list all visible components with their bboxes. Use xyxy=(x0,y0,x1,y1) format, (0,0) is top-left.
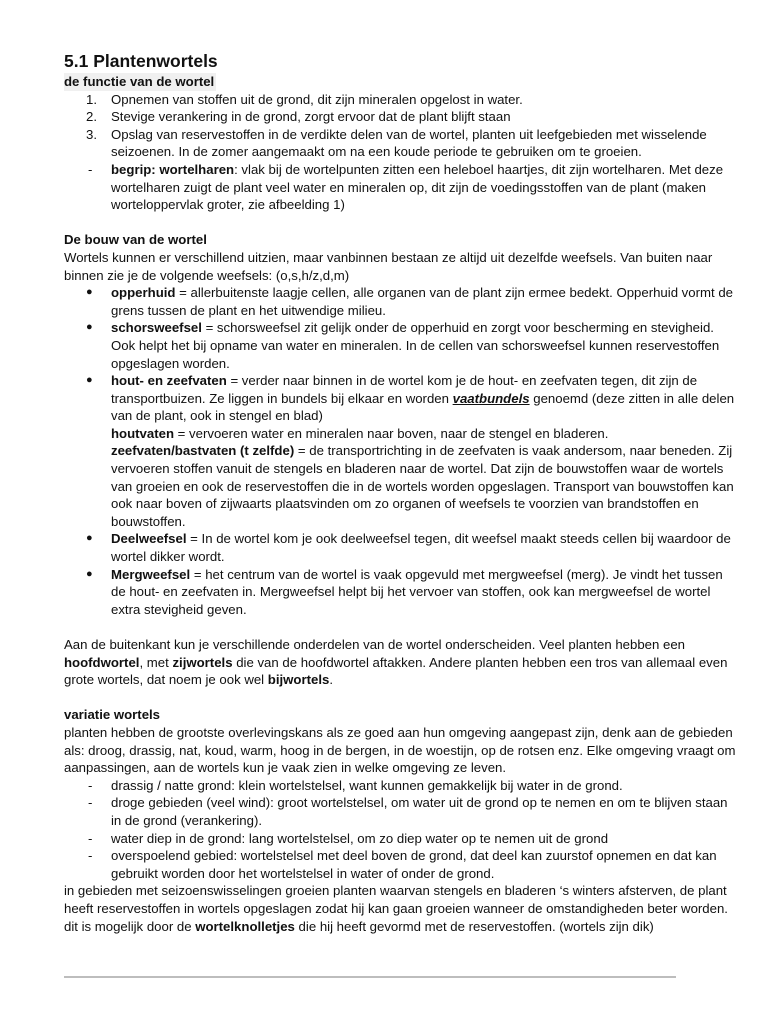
list-item-mergweefsel: ● Mergweefsel = het centrum van de wortel is vaak opgevuld met mergweefsel (merg). Je vindt het tussen de hout- en zeefvaten in. Mergweefsel helpt bij het vervoer van stoffen, ook kan mergweefsel de wortel extra stevigheid geven. xyxy=(64,566,736,619)
document-page xyxy=(64,50,736,935)
list-item-schorsweefsel: ● schorsweefsel = schorsweefsel zit gelijk onder de opperhuid en zorgt voor bescherming en stevigheid. Ook helpt het bij opname van water en mineralen. In de cellen van schorsweefsel kunnen reservestoffen opgeslagen worden. xyxy=(64,319,736,372)
list-item: 3. Opslag van reservestoffen in de verdikte delen van de wortel, planten uit leefgebieden met wisselende seizoenen. In de zomer aangemaakt om na een koude periode te gebruiken om te groeien. xyxy=(86,126,707,160)
variatie-list xyxy=(64,777,736,883)
list-item: - water diep in de grond: lang wortelstelsel, om zo diep water op te nemen uit de grond xyxy=(64,830,736,848)
list-item: 2. Stevige verankering in de grond, zorgt ervoor dat de plant blijft staan xyxy=(86,109,511,125)
bouw-intro: Wortels kunnen er verschillend uitzien, maar vanbinnen bestaan ze altijd uit dezelfde weefsels. Van buiten naar binnen zie je de volgende weefsels: (o,s,h/z,d,m) xyxy=(64,249,713,283)
weefsels-list-2 xyxy=(64,530,736,618)
footer-divider xyxy=(64,976,676,978)
list-item-wortelharen: - begrip: wortelharen: vlak bij de wortelpunten zitten een heleboel haartjes, dit zijn wortelharen. Met deze wortelharen zuigt de plant veel water en mineralen op, dit zijn de voedingsstoffen van de plant (maken worteloppervlak groter, zie afbeelding 1) xyxy=(64,161,736,214)
list-item: - drassig / natte grond: klein wortelstelsel, want kunnen gemakkelijk bij water in de grond. xyxy=(64,777,736,795)
page-title: 5.1 Plantenwortels xyxy=(64,51,218,71)
weefsels-list xyxy=(64,284,736,425)
buitenkant-paragraph: Aan de buitenkant kun je verschillende onderdelen van de wortel onderscheiden. Veel planten hebben een hoofdwortel, met zijwortels die van de hoofdwortel aftakken. Andere planten hebben een tros van allemaal even grote wortels, dat noem je ook wel bijwortels. xyxy=(64,637,728,688)
begrip-list xyxy=(64,161,736,214)
list-item-opperhuid: ● opperhuid = allerbuitenste laagje cellen, alle organen van de plant zijn ermee bedekt. Opperhuid vormt de grens tussen de plant en het uitwendige milieu. xyxy=(64,284,736,319)
list-item-hout-zeefvaten: ● hout- en zeefvaten = verder naar binnen in de wortel kom je de hout- en zeefvaten tegen, dit zijn de transportbuizen. Ze liggen in bundels bij elkaar en worden vaatbundels genoemd (deze zitten in alle delen van de plant, ook in stengel en blad) xyxy=(64,372,736,425)
zeefvaten-paragraph: zeefvaten/bastvaten (t zelfde) = de transportrichting in de zeefvaten is vaak andersom, naar beneden. Zij vervoeren stoffen vanuit de stengels en bladeren naar de wortel. Dat zijn de bouwstoffen waar de wortels van groeien en ook de reservestoffen die in de wortels worden opgeslagen. Transport van bouwstoffen kan ook naar boven of zijwaarts plaatsvinden om zo organen of weefsels te voorzien van brandstoffen en bouwstoffen. xyxy=(111,443,734,529)
variatie-intro: planten hebben de grootste overlevingskans als ze goed aan hun omgeving aangepast zijn, denk aan de gebieden als: droog, drassig, nat, koud, warm, hoog in de bergen, in de woestijn, op de rotsen enz. Elke omgeving vraagt om aanpassingen, aan de wortels kun je vaak zien in welke omgeving ze leven. xyxy=(64,724,736,776)
section-heading-variatie: variatie wortels xyxy=(64,707,161,723)
list-item: - overspoelend gebied: wortelstelsel met deel boven de grond, dat deel kan zuurstof opnemen en dat kan gebruikt worden door het wortelstelsel in water of onder de grond. xyxy=(64,847,736,882)
list-item-deelweefsel: ● Deelweefsel = In de wortel kom je ook deelweefsel tegen, dit weefsel maakt steeds cellen bij waardoor de wortel dikker wordt. xyxy=(64,530,736,565)
variatie-outro: in gebieden met seizoenswisselingen groeien planten waarvan stengels en bladeren ‘s winters afsterven, de plant heeft reservestoffen in wortels opgeslagen zodat hij kan gaan groeien wanneer de omstandigheden beter worden. dit is mogelijk door de wortelknolletjes die hij heeft gevormd met de reservestoffen. (wortels zijn dik) xyxy=(64,883,728,934)
section-heading-bouw: De bouw van de wortel xyxy=(64,232,207,248)
list-item: - droge gebieden (veel wind): groot wortelstelsel, om water uit de grond op te nemen en om te blijven staan in de grond (verankering). xyxy=(64,794,736,829)
houtvaten-paragraph: houtvaten = vervoeren water en mineralen naar boven, naar de stengel en bladeren. xyxy=(111,425,609,441)
list-item: 1. Opnemen van stoffen uit de grond, dit zijn mineralen opgelost in water. xyxy=(86,91,523,107)
vaatbundels-term: vaatbundels xyxy=(452,390,530,406)
functie-list xyxy=(64,91,736,161)
section-heading-functie: de functie van de wortel xyxy=(64,74,215,89)
